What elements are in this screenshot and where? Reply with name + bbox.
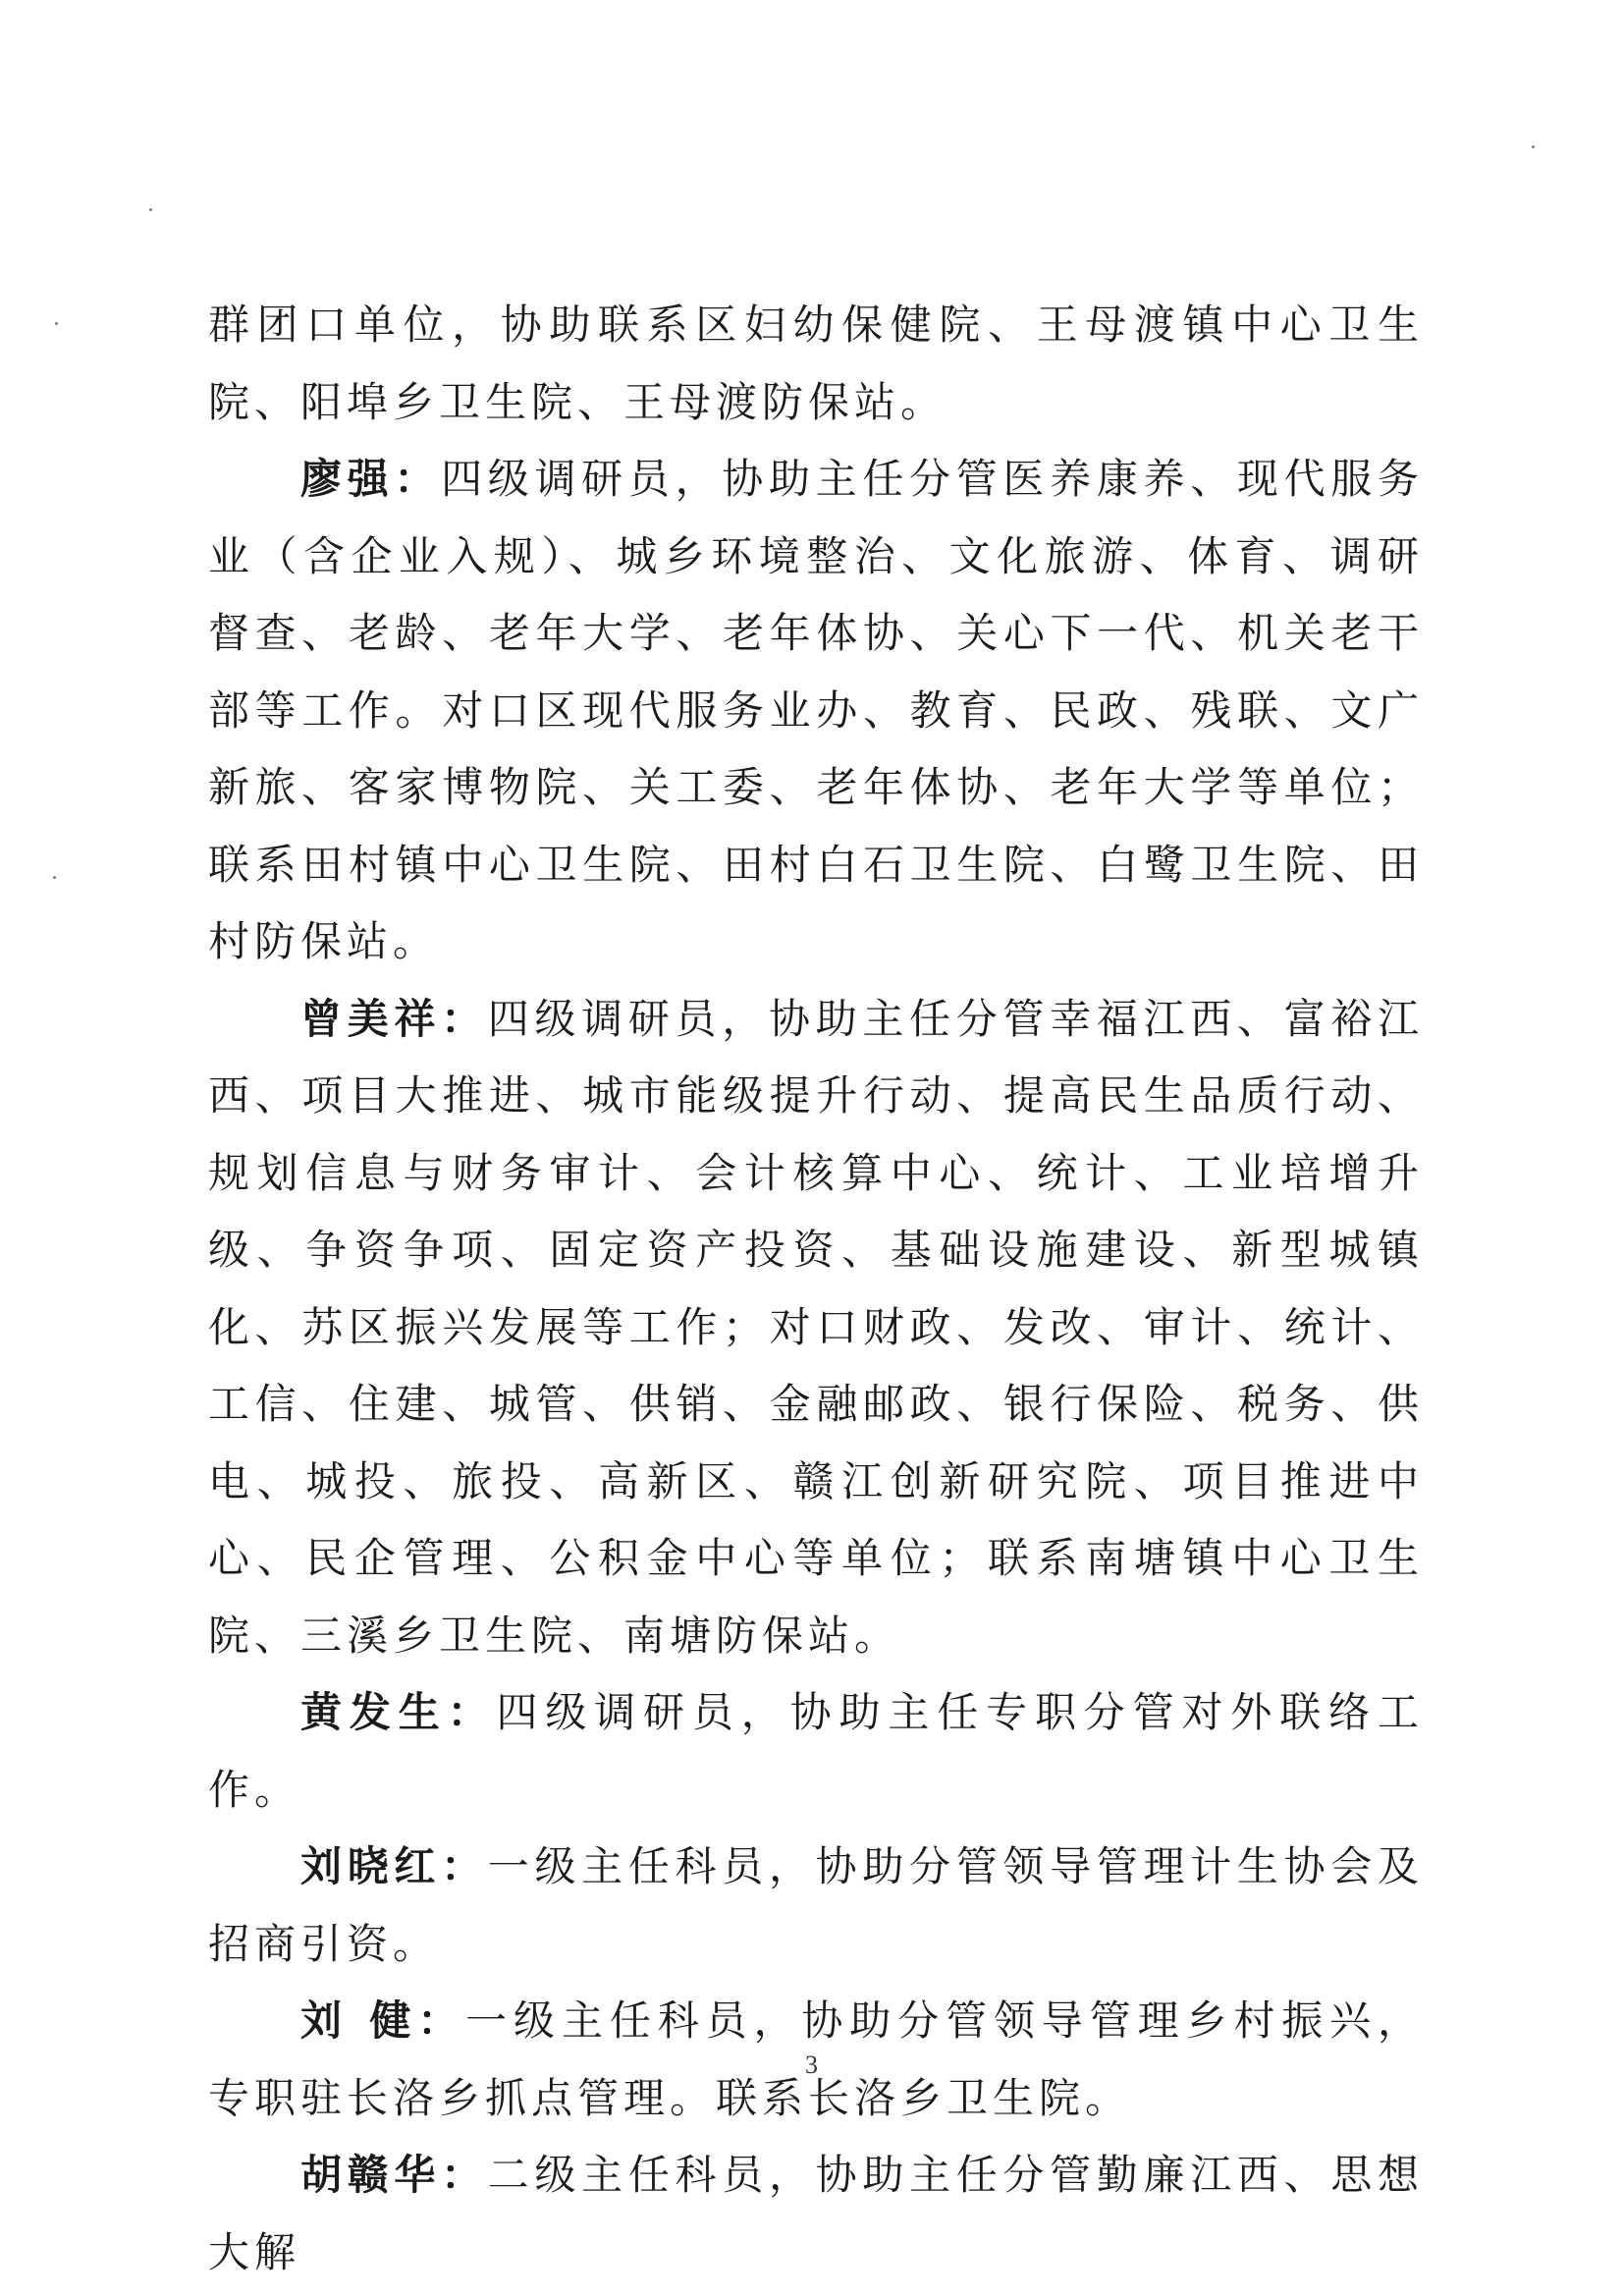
paragraph-text: 一级主任科员，协助分管领导管理计生协会及招商引资。 — [208, 1842, 1424, 1968]
paragraph-text: 四级调研员，协助主任专职分管对外联络工作。 — [208, 1688, 1424, 1814]
paragraph-text: 四级调研员，协助主任分管医养康养、现代服务业（含企业入规）、城乡环境整治、文化旅游、体育、调研督查、老龄、老年大学、老年体协、关心下一代、机关老干部等工作。对口区现代服务业办、教育、民政、残联、文广新旅、客家博物院、关工委、老年体协、老年大学等单位；联系田村镇中心卫生院、田村白石卫生院、白鹭卫生院、田村防保站。 — [208, 455, 1424, 965]
page-number: 3 — [805, 2050, 818, 2079]
paragraph-huang-fasheng — [208, 1674, 1424, 1829]
paragraph-text: 二级主任科员，协助主任分管勤廉江西、思想大解 — [208, 2151, 1424, 2276]
paragraph-continuation — [208, 287, 1424, 441]
scan-speck — [55, 322, 58, 325]
person-name: 刘晓红： — [300, 1842, 488, 1890]
paragraph-hu-ganhua — [208, 2137, 1424, 2291]
paragraph-liu-xiaohong — [208, 1829, 1424, 1983]
paragraph-text: 一级主任科员，协助分管领导管理乡村振兴，专职驻长洛乡抓点管理。联系长洛乡卫生院。 — [208, 1996, 1424, 2122]
paragraph-text: 群团口单位，协助联系区妇幼保健院、王母渡镇中心卫生院、阳埠乡卫生院、王母渡防保站。 — [208, 301, 1424, 426]
scan-speck — [149, 208, 152, 211]
paragraph-liao-qiang — [208, 441, 1424, 981]
paragraph-zeng-meixiang — [208, 981, 1424, 1675]
scan-speck — [1532, 145, 1535, 148]
person-name: 胡赣华： — [300, 2151, 488, 2199]
person-name: 刘 健： — [300, 1996, 466, 2045]
person-name: 曾美祥： — [300, 994, 488, 1043]
body-text — [208, 287, 1424, 2291]
scan-speck — [53, 876, 56, 879]
person-name: 廖强： — [300, 455, 442, 503]
paragraph-text: 四级调研员，协助主任分管幸福江西、富裕江西、项目大推进、城市能级提升行动、提高民生品质行动、规划信息与财务审计、会计核算中心、统计、工业培增升级、争资争项、固定资产投资、基础设施建设、新型城镇化、苏区振兴发展等工作；对口财政、发改、审计、统计、工信、住建、城管、供销、金融邮政、银行保险、税务、供电、城投、旅投、高新区、赣江创新研究院、项目推进中心、民企管理、公积金中心等单位；联系南塘镇中心卫生院、三溪乡卫生院、南塘防保站。 — [208, 994, 1424, 1660]
person-name: 黄发生： — [300, 1688, 497, 1736]
